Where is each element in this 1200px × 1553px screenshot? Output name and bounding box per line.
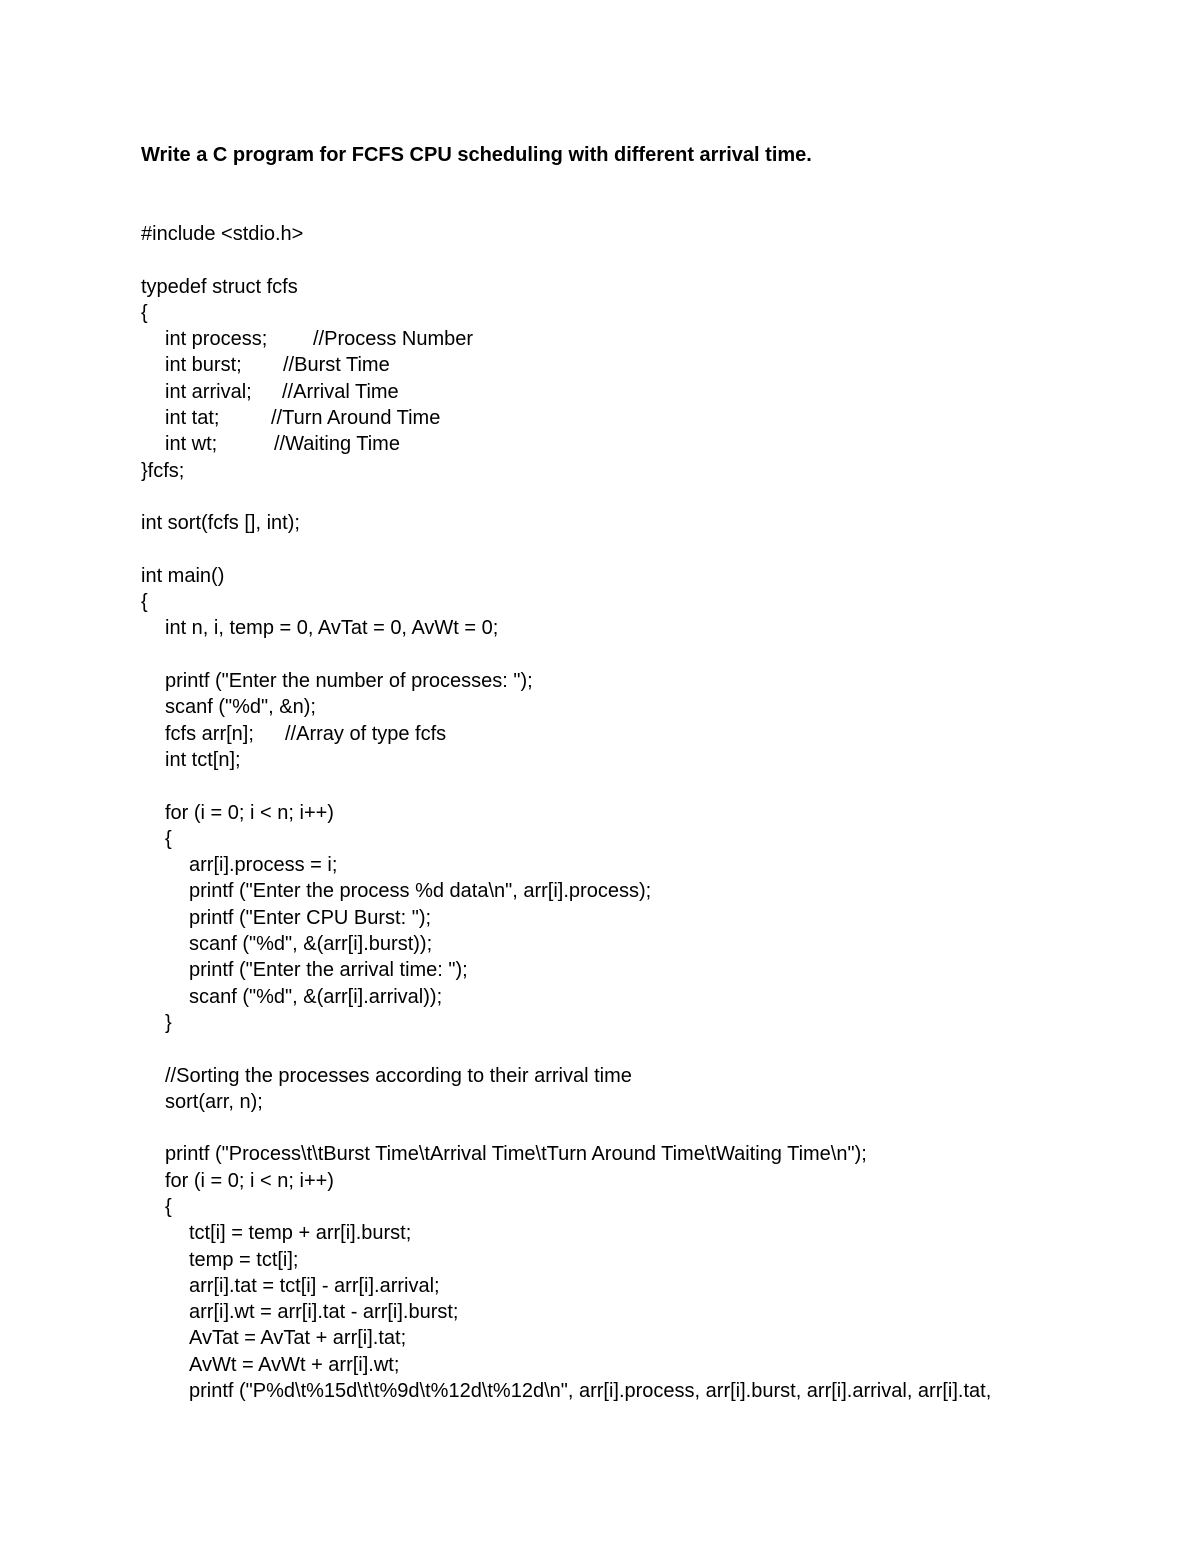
code-line: printf ("Enter CPU Burst: "); (189, 906, 432, 929)
code-line: tct[i] = temp + arr[i].burst; (189, 1222, 412, 1245)
code-line: { (141, 301, 148, 324)
code-line: scanf ("%d", &(arr[i].arrival)); (189, 985, 443, 1008)
code-line: int sort(fcfs [], int); (141, 512, 300, 535)
code-line (141, 721, 991, 747)
code-comment: //Burst Time (283, 354, 390, 377)
code-line (141, 379, 991, 405)
code-line (141, 326, 991, 352)
code-line: #include <stdio.h> (141, 223, 304, 245)
code-comment: //Arrival Time (282, 380, 399, 403)
code-statement: int burst; (165, 354, 242, 377)
code-line: arr[i].tat = tct[i] - arr[i].arrival; (189, 1274, 440, 1297)
code-line: } (165, 1011, 172, 1034)
code-line: printf ("Enter the arrival time: "); (189, 959, 468, 982)
code-line: scanf ("%d", &(arr[i].burst)); (189, 933, 433, 956)
code-line (141, 773, 991, 799)
code-line (141, 405, 991, 431)
code-statement: fcfs arr[n]; (165, 722, 254, 745)
code-line: int n, i, temp = 0, AvTat = 0, AvWt = 0; (165, 617, 499, 640)
code-line: arr[i].process = i; (189, 854, 338, 877)
code-statement: int arrival; (165, 380, 252, 403)
code-line: AvTat = AvTat + arr[i].tat; (189, 1327, 407, 1350)
code-line (141, 1036, 991, 1062)
code-line (141, 431, 991, 457)
code-line: }fcfs; (141, 459, 185, 482)
code-line: printf ("Enter the number of processes: "); (165, 670, 533, 693)
code-statement: int wt; (165, 433, 218, 456)
code-line (141, 352, 991, 378)
code-line (141, 537, 991, 563)
code-comment: //Array of type fcfs (285, 722, 447, 745)
code-comment: //Process Number (313, 328, 474, 351)
code-line: temp = tct[i]; (189, 1248, 299, 1271)
code-statement: int process; (165, 328, 268, 351)
code-line (141, 1115, 991, 1141)
code-line: { (165, 1195, 172, 1218)
code-line: arr[i].wt = arr[i].tat - arr[i].burst; (189, 1301, 459, 1324)
code-comment: //Turn Around Time (271, 407, 441, 430)
code-line (141, 247, 991, 273)
code-line: int tct[n]; (165, 748, 241, 771)
code-line: AvWt = AvWt + arr[i].wt; (189, 1353, 400, 1376)
code-line: printf ("P%d\t%15d\t\t%9d\t%12d\t%12d\n", arr[i].process, arr[i].burst, arr[i].arrival, arr[i].tat, (189, 1380, 992, 1403)
code-line: { (141, 591, 148, 614)
code-line: int main() (141, 564, 225, 587)
code-comment: //Waiting Time (274, 433, 400, 456)
document-title: Write a C program for FCFS CPU scheduling with different arrival time. (141, 144, 812, 166)
code-line: for (i = 0; i < n; i++) (165, 1169, 334, 1192)
code-line: sort(arr, n); (165, 1090, 263, 1113)
code-line (141, 642, 991, 668)
code-line: printf ("Process\t\tBurst Time\tArrival Time\tTurn Around Time\tWaiting Time\n"); (165, 1143, 867, 1166)
code-line: { (165, 827, 172, 850)
code-statement: int tat; (165, 407, 220, 430)
code-block (141, 221, 991, 1404)
code-line: //Sorting the processes according to their arrival time (165, 1064, 632, 1087)
code-line: for (i = 0; i < n; i++) (165, 801, 334, 824)
code-line (141, 484, 991, 510)
code-line: typedef struct fcfs (141, 275, 298, 298)
code-line: printf ("Enter the process %d data\n", arr[i].process); (189, 880, 652, 903)
code-line: scanf ("%d", &n); (165, 696, 316, 719)
